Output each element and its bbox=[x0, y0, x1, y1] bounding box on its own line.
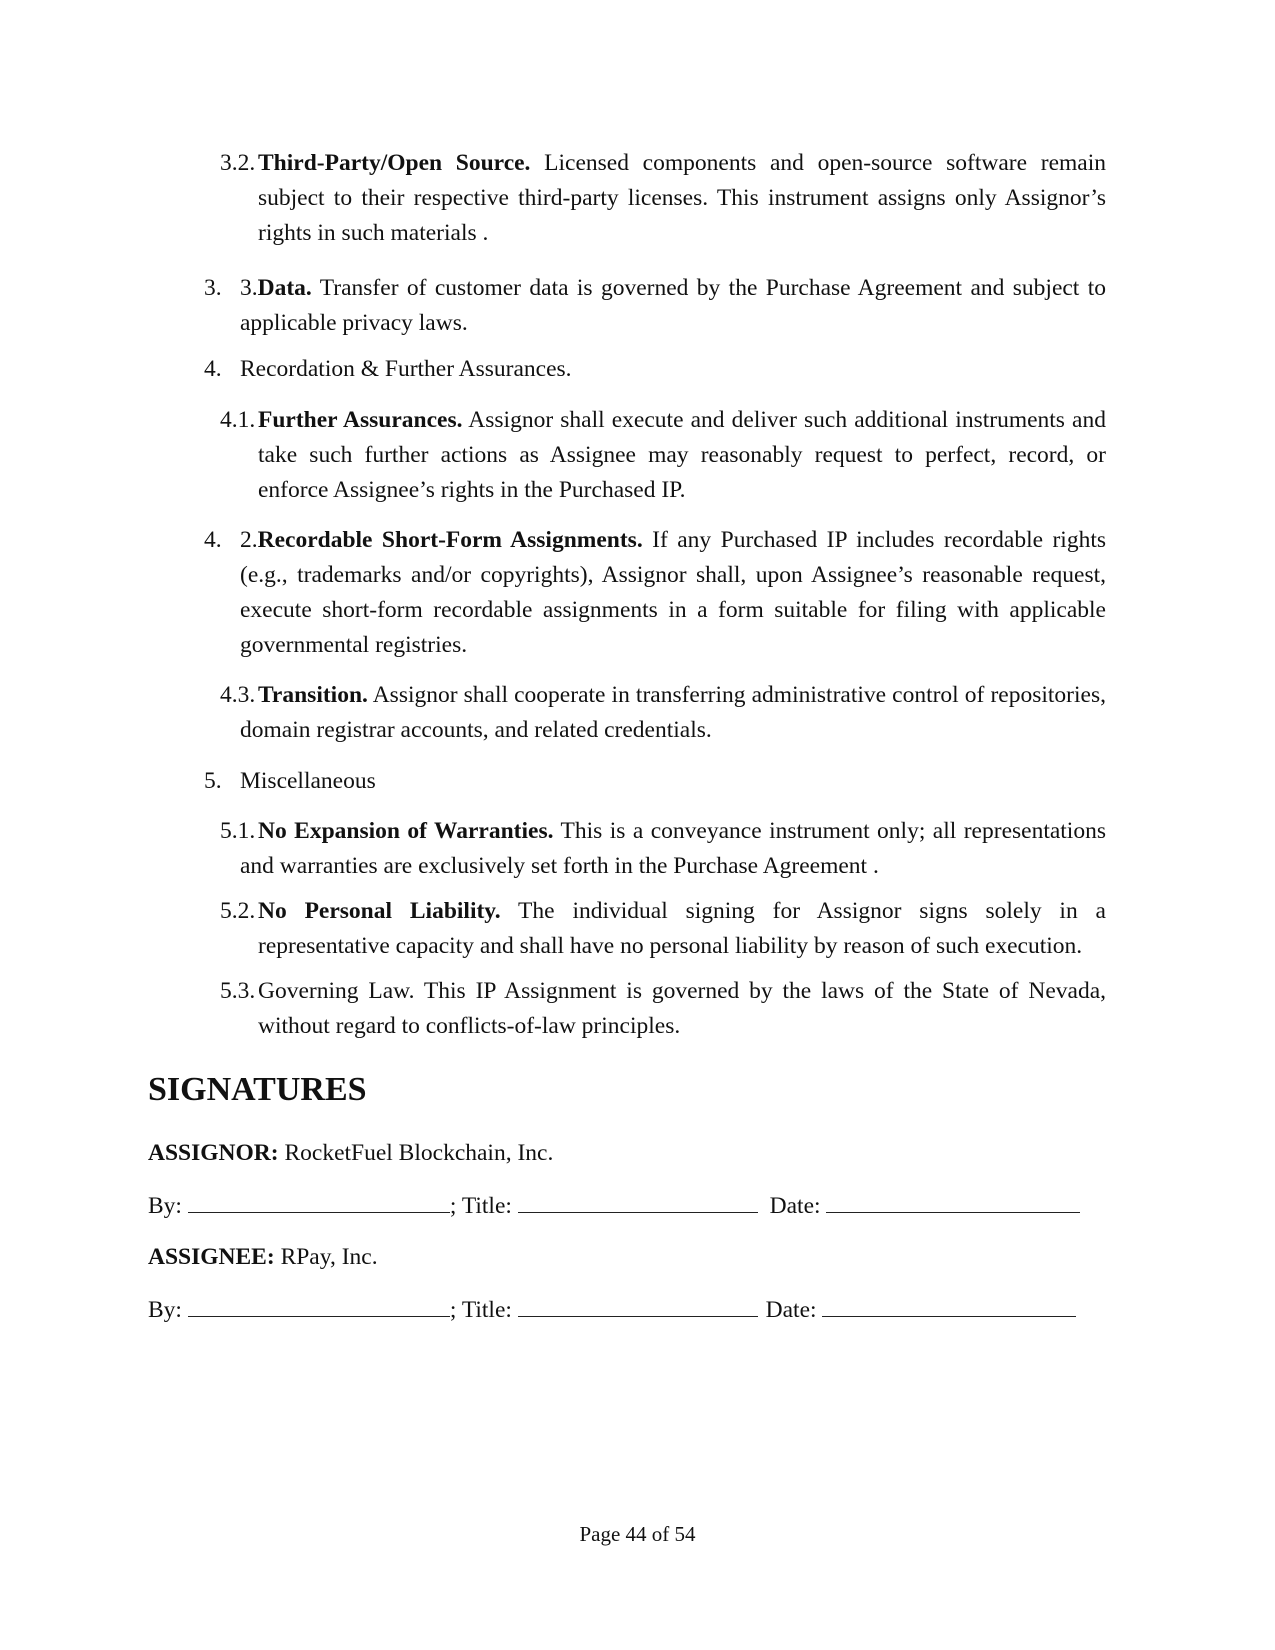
assignor-name: RocketFuel Blockchain, Inc. bbox=[278, 1140, 554, 1166]
section-body: Transfer of customer data is governed by the Purchase Agreement and subject to applicable privacy laws. bbox=[240, 275, 1106, 336]
by-label: By: bbox=[148, 1193, 182, 1219]
assignee-signature-row bbox=[148, 1294, 1076, 1325]
section-4-2 bbox=[240, 523, 1106, 663]
assignee-label: ASSIGNEE: bbox=[148, 1244, 275, 1270]
section-title: Data. bbox=[257, 275, 312, 301]
section-title: No Expansion of Warranties. bbox=[258, 818, 554, 844]
by-label: By: bbox=[148, 1297, 182, 1323]
section-title: No Personal Liability. bbox=[258, 898, 501, 924]
by-signature-field[interactable] bbox=[188, 1190, 450, 1213]
signatures-heading: SIGNATURES bbox=[148, 1071, 367, 1108]
section-5-2 bbox=[258, 894, 1106, 964]
date-label: Date: bbox=[765, 1297, 817, 1323]
assignee-line bbox=[148, 1242, 378, 1272]
section-4-1 bbox=[258, 403, 1106, 508]
section-body: Assignor shall cooperate in transferring administrative control of repositories, domain registrar accounts, and related credentials. bbox=[240, 682, 1106, 743]
section-body: Assignor shall execute and deliver such additional instruments and take such further actions as Assignee may reasonably request to perfect, record, or enforce Assignee’s rights in the Purchased IP. bbox=[258, 407, 1106, 503]
section-title: Recordable Short-Form Assignments. bbox=[257, 527, 643, 553]
assignor-signature-row bbox=[148, 1190, 1080, 1221]
outer-number: 4. bbox=[204, 527, 222, 553]
section-number: 3. bbox=[240, 275, 258, 301]
outer-number: 4. bbox=[204, 356, 222, 382]
section-5-3: Governing Law. This IP Assignment is governed by the laws of the State of Nevada, without regard to conflicts-of-law principles. bbox=[258, 978, 1106, 1039]
title-label: ; Title: bbox=[449, 1193, 512, 1219]
date-field[interactable] bbox=[822, 1294, 1076, 1317]
date-label: Date: bbox=[769, 1193, 821, 1219]
section-4-3 bbox=[240, 678, 1106, 748]
section-body: The individual signing for Assignor signs solely in a representative capacity and shall have no personal liability by reason of such execution. bbox=[258, 898, 1106, 959]
by-signature-field[interactable] bbox=[188, 1294, 450, 1317]
outer-number: 5. bbox=[204, 768, 222, 794]
outer-number: 3. bbox=[204, 275, 222, 301]
assignee-name: RPay, Inc. bbox=[274, 1244, 378, 1270]
section-body: This is a conveyance instrument only; all representations and warranties are exclusively set forth in the Purchase Agreement . bbox=[240, 818, 1106, 879]
section-title: Further Assurances. bbox=[258, 407, 463, 433]
title-field[interactable] bbox=[518, 1294, 758, 1317]
section-body: Licensed components and open-source software remain subject to their respective third-party licenses. This instrument assigns only Assignor’s rights in such materials . bbox=[258, 150, 1107, 246]
section-number: 5.1. bbox=[220, 818, 256, 844]
title-label: ; Title: bbox=[449, 1297, 512, 1323]
assignor-label: ASSIGNOR: bbox=[148, 1140, 279, 1166]
section-3-2 bbox=[258, 146, 1106, 251]
date-field[interactable] bbox=[826, 1190, 1080, 1213]
section-title: Third-Party/Open Source. bbox=[258, 150, 531, 176]
section-number: 4.1. bbox=[220, 407, 256, 433]
section-5-heading: Miscellaneous bbox=[240, 768, 376, 794]
assignor-line bbox=[148, 1138, 553, 1168]
title-field[interactable] bbox=[518, 1190, 758, 1213]
section-number: 3.2. bbox=[220, 150, 256, 176]
section-3-3 bbox=[240, 271, 1106, 341]
section-number: 2. bbox=[240, 527, 258, 553]
section-5-1 bbox=[240, 814, 1106, 884]
section-body: If any Purchased IP includes recordable rights (e.g., trademarks and/or copyrights), Assignor shall, upon Assignee’s reasonable request, execute short-form recordable assignments in a form suitable for filing with applicable governmental registries. bbox=[240, 527, 1106, 658]
section-number: 5.3. bbox=[220, 978, 256, 1004]
section-number: 5.2. bbox=[220, 898, 256, 924]
section-number: 4.3. bbox=[220, 682, 256, 708]
page-number-footer: Page 44 of 54 bbox=[579, 1522, 696, 1546]
section-4-heading: Recordation & Further Assurances. bbox=[240, 356, 572, 382]
section-title: Transition. bbox=[258, 682, 368, 708]
